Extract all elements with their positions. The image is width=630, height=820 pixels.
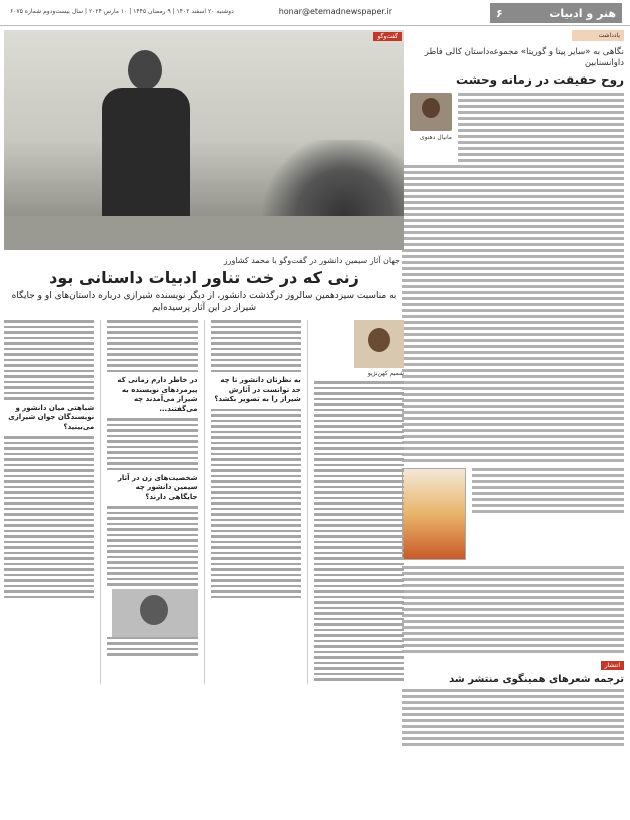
question-1: به نظرتان دانشور تا چه حد توانست در آثارش شیراز را به تصویر بکشد؟ [214, 376, 301, 404]
author-photo [410, 93, 452, 131]
question-4: شباهتی میان دانشور و نویسندگان جوان شیرازی می‌بینید؟ [8, 403, 95, 431]
main-article [4, 30, 404, 810]
author-name: مانیال دهنوی [419, 134, 452, 142]
page-number: ۶ [496, 6, 503, 20]
column-headline: روح حقیقت در زمانه وحشت [456, 73, 624, 88]
section-label [490, 3, 622, 23]
inset-caption: شمیم کهن‌نژیو [367, 370, 404, 378]
author-box [402, 93, 452, 165]
question-2: در خاطر دارم زمانی که پیرمردهای نویسنده به شیراز می‌آمدند چه می‌گفتند... [117, 376, 198, 413]
question-3: شخصیت‌های زن در آثار سیمین دانشور چه جایگاهی دارند؟ [117, 474, 198, 501]
portrait-photo [112, 589, 198, 637]
article-deck: به مناسبت سیزدهمین سالروز درگذشت دانشور، از دیگر نویسنده شیرازی درباره داستان‌های او و جایگاه شیراز در این آثار پرسیده‌ایم [11, 291, 397, 314]
poems-tag: انتشار [601, 661, 624, 670]
lead-photo [4, 30, 404, 250]
article-col-1 [314, 320, 404, 684]
article-headline: زنی که در خت تناور ادبیات داستانی بود [49, 268, 359, 287]
article-overline: جهان آثار سیمین دانشور در گفت‌وگو با محمد کشاورز [223, 256, 400, 265]
poems-bar [402, 661, 624, 670]
inset-photo [354, 320, 404, 368]
column-body-2 [402, 566, 624, 653]
poems-body [402, 689, 624, 746]
column-tag: یادداشت [572, 30, 624, 41]
issue-line: دوشنبه ۲۰ اسفند ۱۴۰۲ | ۹ رمضان ۱۴۴۵ | ۱۰ مارس ۲۰۲۴ | سال بیست‌ودوم شماره ۶۰۷۵ [10, 8, 234, 15]
book-cover [402, 468, 466, 560]
ground-shape [4, 216, 404, 250]
site-email[interactable]: honar@etemadnewspaper.ir [278, 7, 392, 16]
article-col-4 [4, 320, 94, 684]
article-col-3 [107, 320, 197, 684]
page-header [0, 0, 630, 26]
article-col-2 [211, 320, 301, 684]
poems-headline: ترجمه شعرهای همینگوی منتشر شد [449, 674, 624, 686]
column-body [402, 165, 624, 462]
column-text [458, 93, 624, 165]
book-specs [472, 468, 624, 560]
photo-tag: گفت‌وگو [373, 32, 402, 41]
section-title: هنر و ادبیات [549, 6, 616, 20]
book-box [402, 468, 624, 560]
right-column [402, 30, 624, 810]
author-row [402, 93, 624, 165]
article-columns [4, 320, 404, 684]
column-kicker: نگاهی به «سایر پیتا و گوریتا» مجموعه‌داستان کالی فاطر داوانسنابین [424, 47, 624, 69]
